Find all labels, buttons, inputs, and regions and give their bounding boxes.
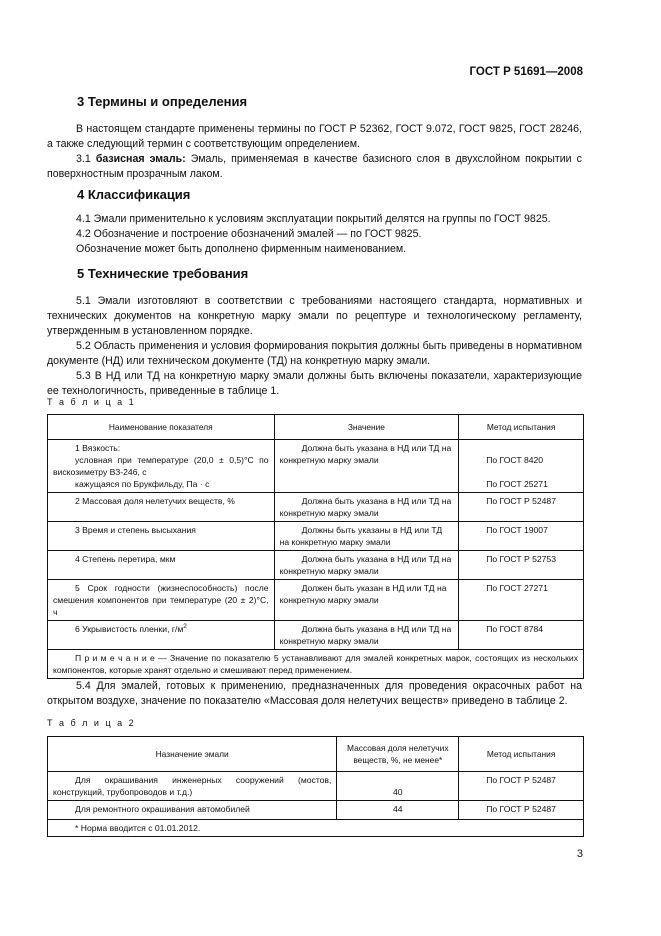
section-3-body: [47, 122, 582, 182]
term-name: базисная эмаль:: [95, 153, 186, 165]
unit-exponent: 2: [183, 623, 187, 631]
term-number: 3.1: [76, 153, 91, 165]
table-2-caption: Т а б л и ц а 2: [47, 718, 136, 728]
table-row: [48, 522, 584, 551]
indicator-cell: 4 Степень перетира, мкм: [48, 551, 275, 580]
note-label: П р и м е ч а н и е: [75, 653, 155, 663]
section-4-paragraph-3: Обозначение может быть дополнено фирменным наименованием.: [76, 243, 407, 255]
section-5-body: [47, 294, 582, 399]
section-4-body: [47, 212, 582, 257]
value-cell: Должна быть указана в НД или ТД на конкретную марку эмали: [274, 621, 459, 650]
table-row: [48, 493, 584, 522]
value-cell: Должна быть указана в НД или ТД на конкретную марку эмали: [274, 551, 459, 580]
section-5-paragraph-2: 5.2 Область применения и условия формирования покрытия должны быть приведены в нормативном документе (НД) или техническом документе (ТД) на конкретную марку эмали.: [47, 340, 582, 367]
indicator-subname: условная при температуре (20,0 ± 0,5)°С по вискозиметру ВЗ-246, с: [53, 455, 269, 477]
column-header-method: Метод испытания: [459, 415, 584, 440]
document-header: ГОСТ Р 51691—2008: [469, 66, 583, 78]
indicator-name: 6 Укрывистость пленки, г/м: [75, 624, 184, 634]
table-row: [48, 580, 584, 621]
table-2: [47, 736, 584, 837]
value-cell: Должны быть указаны в НД или ТД на конкретную марку эмали: [274, 522, 459, 551]
table-footnote-row: [48, 820, 584, 837]
column-header-method: Метод испытания: [459, 737, 584, 772]
value-cell: Должен быть указан в НД или ТД на конкретную марку эмали: [274, 580, 459, 621]
indicator-cell: 3 Время и степень высыхания: [48, 522, 275, 551]
table-row: [48, 440, 584, 493]
page-number: 3: [576, 848, 583, 860]
indicator-cell: 2 Массовая доля нелетучих веществ, %: [48, 493, 275, 522]
section-4-paragraph-1: 4.1 Эмали применительно к условиям эксплуатации покрытий делятся на группы по ГОСТ 9825.: [76, 213, 551, 225]
method-cell: По ГОСТ 19007: [459, 522, 584, 551]
method-cell: По ГОСТ Р 52487: [459, 493, 584, 522]
table-header-row: [48, 415, 584, 440]
column-header-value: Значение: [274, 415, 459, 440]
section-5-paragraph-4: 5.4 Для эмалей, готовых к применению, предназначенных для проведения окрасочных работ на открытом воздухе, значение по показателю «Массовая доля нелетучих веществ» приведено в таблице 2.: [47, 680, 582, 707]
table-header-row: [48, 737, 584, 772]
value-cell: Должна быть указана в НД или ТД на конкретную марку эмали: [274, 440, 459, 493]
section-4-paragraph-2: 4.2 Обозначение и построение обозначений эмалей — по ГОСТ 9825.: [76, 228, 422, 240]
table-row: [48, 621, 584, 650]
method-cell: По ГОСТ Р 52753: [459, 551, 584, 580]
section-3-paragraph-1: В настоящем стандарте применены термины по ГОСТ Р 52362, ГОСТ 9.072, ГОСТ 9825, ГОСТ 28246, а также следующий термин с соответствующим определением.: [47, 123, 582, 150]
method-cell: По ГОСТ Р 52487: [459, 772, 584, 801]
section-3-paragraph-2: [47, 152, 582, 182]
method-cell: По ГОСТ Р 52487: [459, 801, 584, 820]
column-header-solids: Массовая доля нелетучих веществ, %, не менее*: [337, 737, 459, 772]
section-4-title: 4 Классификация: [77, 187, 191, 202]
section-5-paragraph-1: 5.1 Эмали изготовляют в соответствии с требованиями настоящего стандарта, нормативных и технических документов на конкретную марку эмали по рецептуре и технологическому регламенту, утвержденным в установленном порядке.: [47, 295, 582, 337]
section-5-paragraph-3: 5.3 В НД или ТД на конкретную марку эмали должны быть включены показатели, характеризующие ее технологичность, приведенные в таблице 1.: [47, 370, 582, 397]
indicator-name: 1 Вязкость:: [75, 443, 121, 453]
value-cell: Должна быть указана в НД или ТД на конкретную марку эмали: [274, 493, 459, 522]
table-note: [48, 650, 584, 679]
method-cell: По ГОСТ 8784: [459, 621, 584, 650]
column-header-indicator: Наименование показателя: [48, 415, 275, 440]
section-5-title: 5 Технические требования: [77, 266, 249, 281]
table-row: [48, 772, 584, 801]
solids-value-cell: 40: [337, 772, 459, 801]
table-1-caption: Т а б л и ц а 1: [47, 397, 136, 407]
method-cell: [459, 440, 584, 493]
purpose-cell: Для окрашивания инженерных сооружений (мостов, конструкций, трубопроводов и т.д.): [48, 772, 337, 801]
method-text: По ГОСТ 25271: [486, 479, 548, 489]
solids-value-cell: 44: [337, 801, 459, 820]
table-note-row: [48, 650, 584, 679]
table-1: [47, 414, 584, 679]
note-text: — Значение по показателю 5 устанавливают для эмалей конкретных марок, состоящих из нескольких компонентов, которые хранят отдельно и смешивают перед применением.: [53, 653, 578, 675]
indicator-subname: кажущаяся по Брукфильду, Па · с: [75, 479, 210, 489]
table-footnote: * Норма вводится с 01.01.2012.: [48, 820, 584, 837]
method-text: По ГОСТ 8420: [486, 455, 544, 465]
table-row: [48, 801, 584, 820]
indicator-cell: [48, 621, 275, 650]
purpose-cell: Для ремонтного окрашивания автомобилей: [48, 801, 337, 820]
section-5-body-continued: [47, 679, 582, 709]
column-header-purpose: Назначение эмали: [48, 737, 337, 772]
indicator-cell: [48, 440, 275, 493]
indicator-cell: 5 Срок годности (жизнеспособность) после смешения компонентов при температуре (20 ± 2)°С, ч: [48, 580, 275, 621]
section-3-title: 3 Термины и определения: [77, 94, 248, 109]
method-cell: По ГОСТ 27271: [459, 580, 584, 621]
table-row: [48, 551, 584, 580]
term-definition: Эмаль, применяемая в качестве базисного слоя в двухслойном покрытии с поверхностным прозрачным лаком.: [47, 153, 582, 180]
